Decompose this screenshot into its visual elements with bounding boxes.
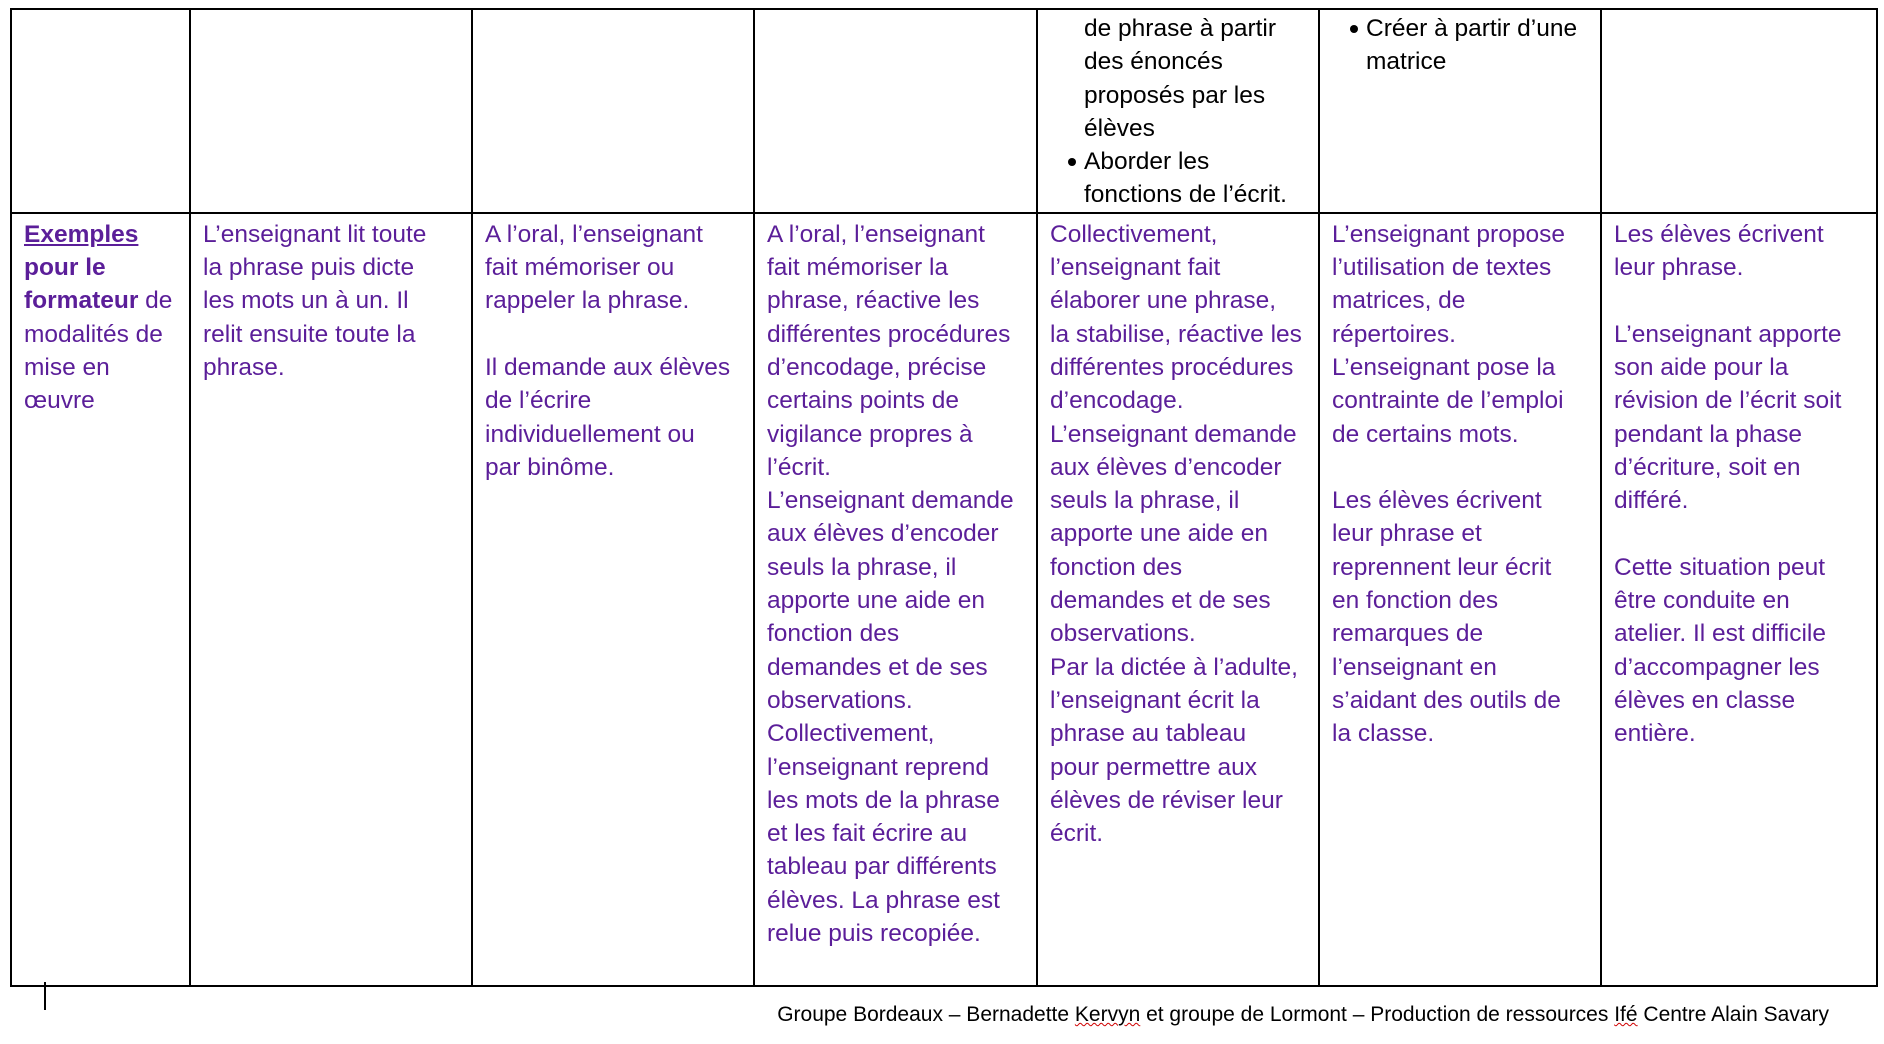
- row-label-part2: pour le: [24, 254, 106, 282]
- footer-part1: Groupe Bordeaux – Bernadette: [777, 1003, 1075, 1026]
- list-item-text: de phrase à partir des énoncés proposés par les élèves: [1084, 15, 1277, 142]
- row-label-part4: de modalités de mise en œuvre: [24, 287, 173, 415]
- table-row-top: [11, 9, 1877, 213]
- footer-part5: Centre Alain Savary: [1637, 1003, 1829, 1026]
- cell-text: A l’oral, l’enseignant fait mémoriser la phrase, réactive les différentes procédures d’encodage, précise certains points de vigilance propres à l’écrit. L’enseignant demande aux élèves d’encoder seuls la phrase, il apporte une aide en fonction des demandes et de ses observations. Collectivement, l’enseignant reprend les mots de la phrase et les fait écrire au tableau par différents élèves. La phrase est relue puis recopiée.: [767, 220, 1014, 948]
- cell-text: Les élèves écrivent leur phrase. L’enseignant apporte son aide pour la révision de l’écrit soit pendant la phase d’écriture, soit en différé. Cette situation peut être conduite en atelier. Il est difficile d’accompagner les élèves en classe entière.: [1614, 220, 1842, 748]
- text-cursor: [44, 982, 46, 1010]
- table-row-main: [11, 213, 1877, 986]
- bullet-list-col5: [1050, 12, 1310, 212]
- bullet-list-col6: [1332, 12, 1592, 79]
- cell-top-5: [1037, 9, 1319, 213]
- row-label-cell: [11, 213, 190, 986]
- list-item: [1332, 12, 1592, 79]
- row-label: [24, 218, 181, 418]
- cell-main-5: [1037, 213, 1319, 986]
- list-item-text: Aborder les fonctions de l’écrit.: [1084, 148, 1287, 209]
- cell-main-2: [190, 213, 472, 986]
- footer-part4: Ifé: [1614, 1003, 1638, 1026]
- cell-top-7: [1601, 9, 1877, 213]
- cell-top-4: [754, 9, 1037, 213]
- cell-main-7: [1601, 213, 1877, 986]
- cell-top-1: [11, 9, 190, 213]
- list-item-continued: [1050, 12, 1310, 145]
- row-label-part3: formateur: [24, 287, 139, 315]
- cell-text: Collectivement, l’enseignant fait élaborer une phrase, la stabilise, réactive les différentes procédures d’encodage. L’enseignant demande aux élèves d’encoder seuls la phrase, il apporte une aide en fonction des demandes et de ses observations. Par la dictée à l’adulte, l’enseignant écrit la phrase au tableau pour permettre aux élèves de réviser leur écrit.: [1050, 220, 1302, 848]
- list-item-text: Créer à partir d’une matrice: [1366, 15, 1578, 76]
- row-label-part1: Exemples: [24, 220, 139, 248]
- cell-text: A l’oral, l’enseignant fait mémoriser ou rappeler la phrase. Il demande aux élèves de l’écrire individuellement ou par binôme.: [485, 220, 731, 481]
- list-item: [1050, 145, 1310, 212]
- cell-top-6: [1319, 9, 1601, 213]
- cell-main-6: [1319, 213, 1601, 986]
- footer-part3: et groupe de Lormont – Production de ressources: [1140, 1003, 1615, 1026]
- page-footer: [777, 1003, 1829, 1027]
- footer-part2: Kervyn: [1074, 1003, 1141, 1026]
- document-table: [10, 8, 1878, 987]
- cell-top-2: [190, 9, 472, 213]
- cell-text: L’enseignant propose l’utilisation de textes matrices, de répertoires. L’enseignant pose la contrainte de l’emploi de certains mots. Les élèves écrivent leur phrase et reprennent leur écrit en fonction des remarques de l’enseignant en s’aidant des outils de la classe.: [1332, 220, 1565, 748]
- cell-top-3: [472, 9, 754, 213]
- cell-main-4: [754, 213, 1037, 986]
- cell-main-3: [472, 213, 754, 986]
- cell-text: L’enseignant lit toute la phrase puis dicte les mots un à un. Il relit ensuite toute la phrase.: [203, 220, 427, 381]
